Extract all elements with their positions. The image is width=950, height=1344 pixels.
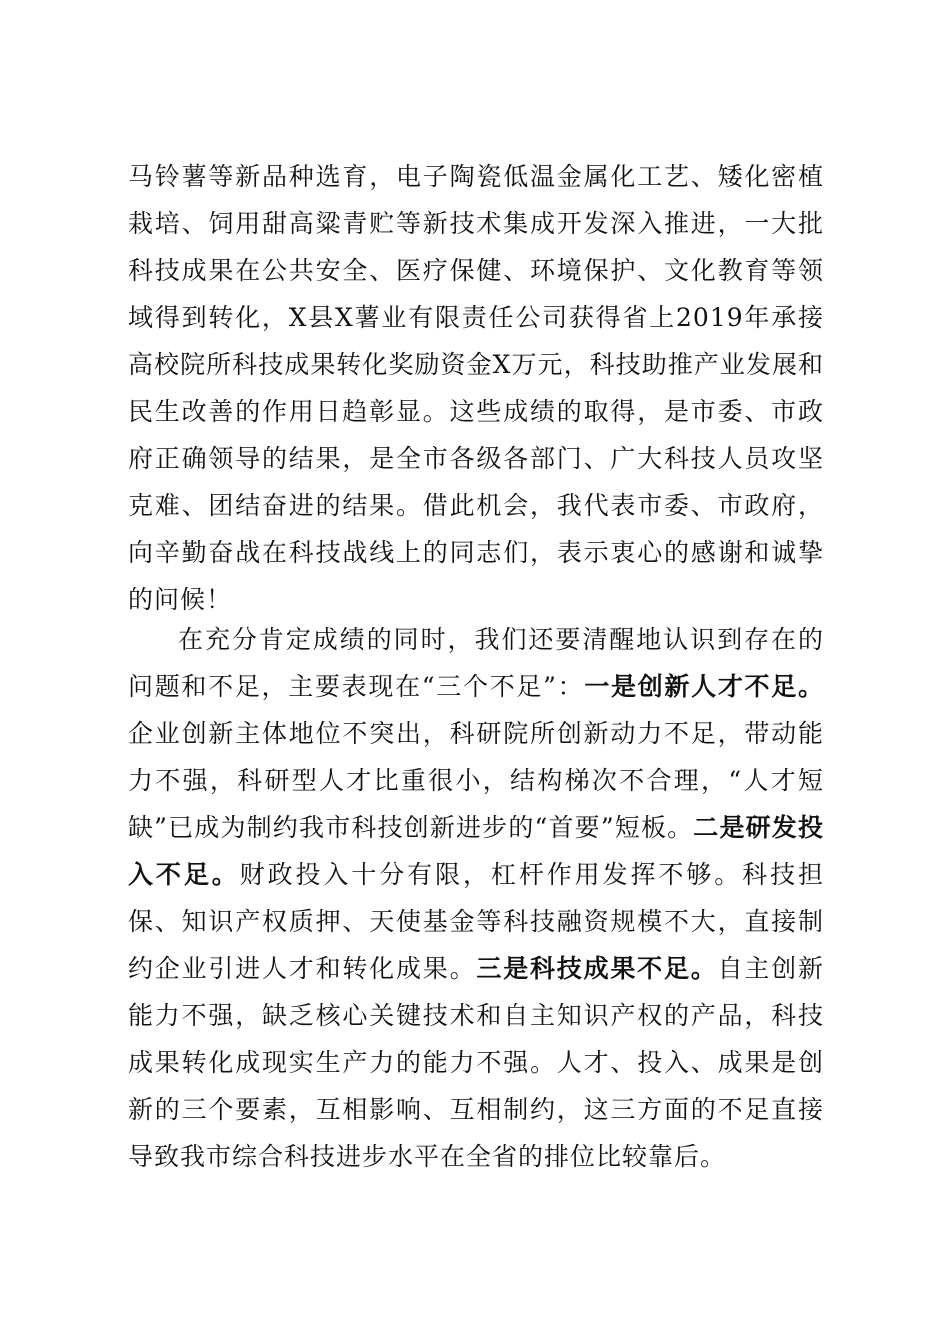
body-paragraph-achievements <box>128 153 824 623</box>
point-1-heading: 一是创新人才不足。 <box>584 672 824 701</box>
point-1-text: 企业创新主体地位不突出，科研院所创新动力不足，带动能力不强，科研型人才比重很小，结构梯次不合理，“人才短缺”已成为制约我市科技创新进步的“首要”短板。 <box>128 719 824 842</box>
body-paragraph-shortcomings <box>128 616 824 1180</box>
point-2-heading: 二是研发投入不足。 <box>128 813 824 889</box>
paragraph-intro: 在充分肯定成绩的同时，我们还要清醒地认识到存在的问题和不足，主要表现在“三个不足”： <box>128 625 824 701</box>
point-3-text: 自主创新能力不强，缺乏核心关键技术和自主知识产权的产品，科技成果转化成现实生产力的能力不强。人才、投入、成果是创新的三个要素，互相影响、互相制约，这三方面的不足直接导致我市综合科技进步水平在全省的排位比较靠后。 <box>128 954 824 1171</box>
paragraph-text: 马铃薯等新品种选育，电子陶瓷低温金属化工艺、矮化密植栽培、饲用甜高粱青贮等新技术集成开发深入推进，一大批科技成果在公共安全、医疗保健、环境保护、文化教育等领域得到转化，X县X薯业有限责任公司获得省上2019年承接高校院所科技成果转化奖励资金X万元，科技助推产业发展和民生改善的作用日趋彰显。这些成绩的取得，是市委、市政府正确领导的结果，是全市各级各部门、广大科技人员攻坚克难、团结奋进的结果。借此机会，我代表市委、市政府，向辛勤奋战在科技战线上的同志们，表示衷心的感谢和诚挚的问候！ <box>128 162 824 614</box>
point-2-text: 财政投入十分有限，杠杆作用发挥不够。科技担保、知识产权质押、天使基金等科技融资规模不大，直接制约企业引进人才和转化成果。 <box>128 860 824 983</box>
point-3-heading: 三是科技成果不足。 <box>476 954 718 983</box>
